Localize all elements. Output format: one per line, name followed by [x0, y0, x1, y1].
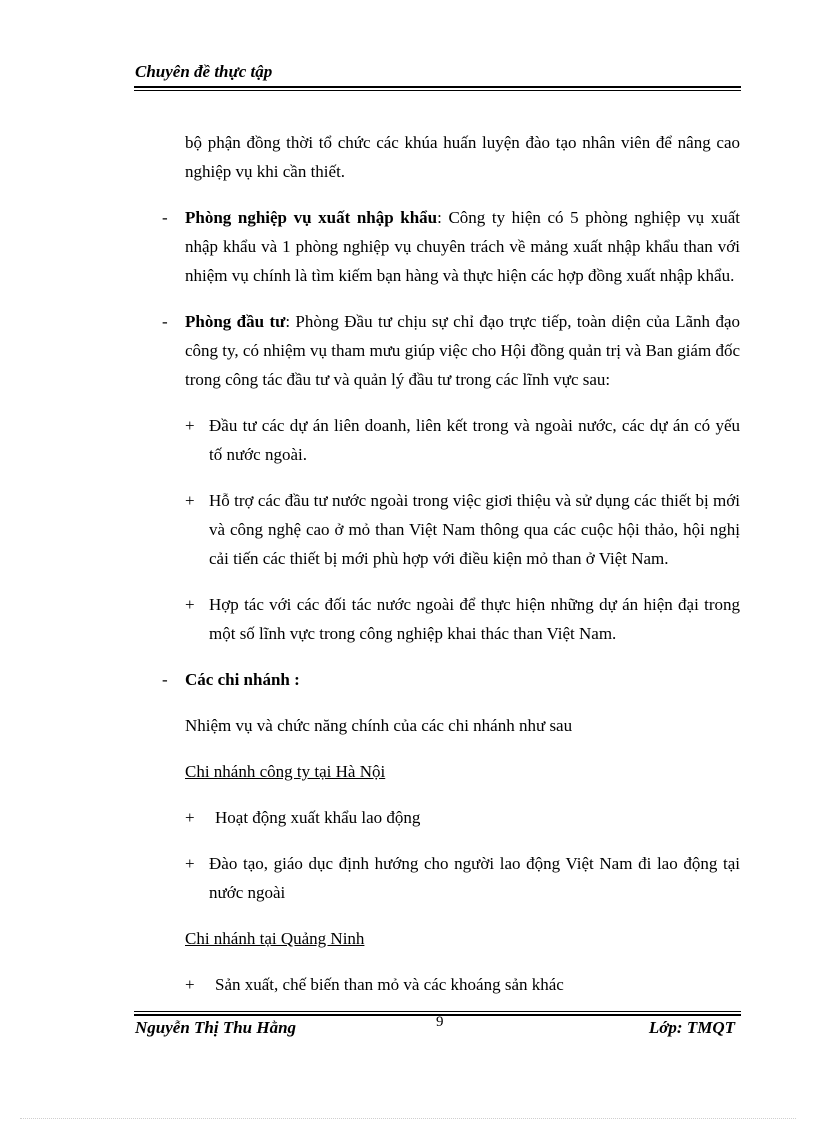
list-item-import-export-dept [162, 203, 741, 290]
header-rule [134, 86, 741, 88]
branch-title: Chi nhánh công ty tại Hà Nội [185, 762, 386, 781]
header-title: Chuyên đề thực tập [135, 62, 273, 81]
item-text: : Phòng Đầu tư chịu sự chỉ đạo trực tiếp, toàn diện của Lãnh đạo công ty, có nhiệm vụ tham mưu giúp việc cho Hội đồng quản trị và Ban giám đốc trong công tác đầu tư và quản lý đầu tư trong các lĩnh vực sau: [185, 312, 740, 389]
plus-bullet: + [185, 808, 195, 827]
sub-item-text: Đào tạo, giáo dục định hướng cho người lao động Việt Nam đi lao động tại nước ngoài [209, 854, 740, 902]
sub-item-text: Sản xuất, chế biến than mỏ và các khoáng sản khác [215, 975, 564, 994]
document-body [162, 128, 741, 1016]
sub-item-text: Đầu tư các dự án liên doanh, liên kết trong và ngoài nước, các dự án có yếu tố nước ngoài. [209, 416, 740, 464]
sub-list-item [185, 970, 740, 999]
dash-bullet: - [162, 312, 168, 331]
sub-item-text: Hoạt động xuất khẩu lao động [215, 808, 421, 827]
sub-list-item [185, 803, 740, 832]
sub-list-item [185, 849, 740, 907]
dash-bullet: - [162, 670, 168, 689]
sub-list-item [185, 590, 740, 648]
footer-author: Nguyễn Thị Thu Hằng [135, 1018, 297, 1037]
page-number: 9 [436, 1014, 444, 1030]
branches-intro: Nhiệm vụ và chức năng chính của các chi nhánh như sau [185, 716, 573, 735]
plus-bullet: + [185, 975, 195, 994]
page-bottom-border [20, 1118, 796, 1119]
list-item-investment-dept [162, 307, 740, 394]
item-label: Các chi nhánh : [185, 670, 300, 689]
item-label: Phòng đầu tư [185, 312, 286, 331]
footer-class: Lớp: TMQT [648, 1018, 735, 1037]
branch-heading-hanoi [185, 757, 740, 786]
branch-heading-quangninh [185, 924, 740, 953]
footer-rule-thin [134, 1011, 741, 1012]
sub-list-item [185, 486, 740, 573]
continuation-paragraph: bộ phận đồng thời tổ chức các khúa huấn luyện đào tạo nhân viên để nâng cao nghiệp vụ khi cần thiết. [185, 133, 740, 181]
plus-bullet: + [185, 854, 195, 873]
branch-title: Chi nhánh tại Quảng Ninh [185, 929, 365, 948]
sub-item-text: Hỗ trợ các đầu tư nước ngoài trong việc giơi thiệu và sử dụng các thiết bị mới và công nghệ cao ở mỏ than Việt Nam thông qua các cuộc hội thảo, hội nghị cải tiến các thiết bị mới phù hợp với điều kiện mỏ than ở Việt Nam. [209, 491, 740, 568]
sub-item-text: Hợp tác với các đối tác nước ngoài để thực hiện những dự án hiện đại trong một số lĩnh vực trong công nghiệp khai thác than Việt Nam. [209, 595, 740, 643]
item-label: Phòng nghiệp vụ xuất nhập khẩu [185, 208, 438, 227]
plus-bullet: + [185, 595, 195, 614]
item-text: : Công ty hiện có 5 phòng nghiệp vụ xuất nhập khẩu và 1 phòng nghiệp vụ chuyên trách về mảng xuất nhập khẩu than với nhiệm vụ chính là tìm kiếm bạn hàng và thực hiện các hợp đồng xuất nhập khẩu. [185, 208, 741, 285]
sub-list-item [185, 411, 740, 469]
dash-bullet: - [162, 208, 168, 227]
plus-bullet: + [185, 416, 195, 435]
plus-bullet: + [185, 491, 195, 510]
header-rule-thin [134, 90, 741, 91]
list-item-branches [162, 665, 740, 694]
